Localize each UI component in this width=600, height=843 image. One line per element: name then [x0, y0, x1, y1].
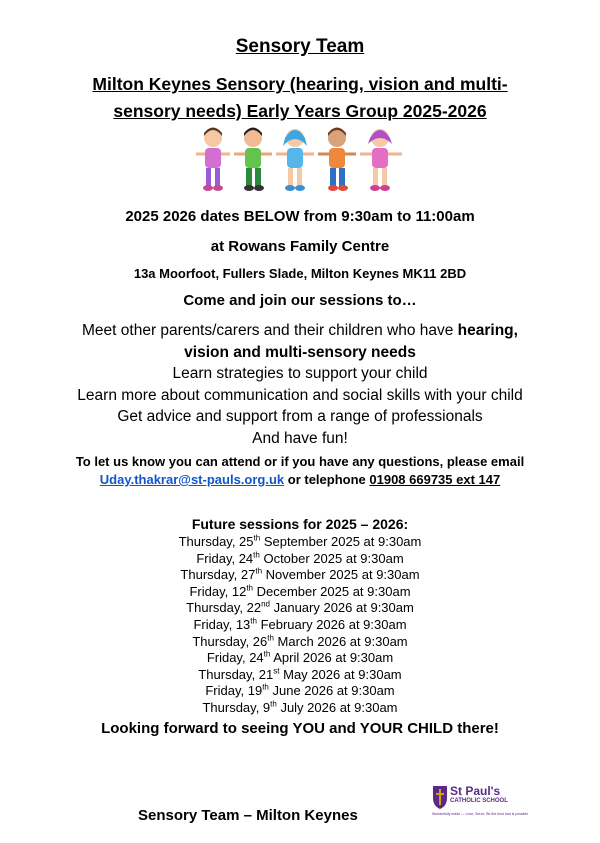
session-item: Thursday, 21st May 2026 at 9:30am: [198, 666, 402, 682]
subtitle-line-1: Milton Keynes Sensory (hearing, vision and multi-: [92, 74, 508, 94]
venue-line: at Rowans Family Centre: [210, 238, 390, 255]
school-logo: [432, 784, 552, 824]
address-line: 13a Moorfoot, Fullers Slade, Milton Keynes MK11 2BD: [133, 266, 467, 281]
benefit-line: And have fun!: [252, 429, 348, 447]
session-item: Thursday, 27th November 2025 at 9:30am: [180, 566, 420, 583]
session-item: Friday, 19th June 2026 at 9:30am: [205, 683, 395, 699]
child-figure: [360, 129, 402, 191]
phone-number: 01908 669735 ext 147: [369, 472, 501, 487]
logo-motto: Wonderfully made — Love, Serve, Be the best that is possible: [432, 812, 529, 816]
benefits-list: [0, 320, 600, 449]
crest-icon: [432, 784, 448, 810]
sessions-heading: Future sessions for 2025 – 2026:: [191, 516, 409, 532]
logo-name: St Paul's: [450, 784, 501, 798]
child-figure: [276, 129, 314, 191]
dates-line: 2025 2026 dates BELOW from 9:30am to 11:00am: [125, 208, 475, 225]
join-line: Come and join our sessions to…: [183, 292, 417, 309]
logo-subtitle: CATHOLIC SCHOOL: [450, 798, 508, 804]
sessions-list: [0, 534, 600, 717]
session-item: Thursday, 22nd January 2026 at 9:30am: [186, 600, 414, 616]
session-item: Thursday, 9th July 2026 at 9:30am: [202, 699, 398, 715]
child-figure: [318, 128, 356, 192]
benefit-line: Get advice and support from a range of professionals: [117, 408, 483, 425]
footer-team: Sensory Team – Milton Keynes: [138, 807, 358, 824]
benefit-line: Meet other parents/carers and their children who have hearing,: [82, 322, 518, 339]
session-item: Friday, 13th February 2026 at 9:30am: [193, 616, 407, 632]
closing-line: Looking forward to seeing YOU and YOUR CHILD there!: [101, 720, 499, 737]
child-figure: [196, 128, 230, 192]
email-link[interactable]: Uday.thakrar@st-pauls.org.uk: [99, 472, 285, 487]
contact-line-1: To let us know you can attend or if you have any questions, please email: [75, 454, 525, 469]
session-item: Thursday, 25th September 2025 at 9:30am: [178, 533, 422, 549]
page-subtitle: [0, 71, 600, 125]
benefit-line: Learn strategies to support your child: [172, 365, 428, 382]
contact-line-2: Uday.thakrar@st-pauls.org.uk or telephone 01908 669735 ext 147: [99, 472, 501, 487]
contact-info: [0, 453, 600, 489]
session-item: Friday, 12th December 2025 at 9:30am: [189, 583, 411, 599]
subtitle-line-2: sensory needs) Early Years Group 2025-2026: [113, 101, 487, 121]
benefit-line: vision and multi-sensory needs: [184, 343, 416, 361]
benefit-line: Learn more about communication and social skills with your child: [77, 386, 523, 404]
child-figure: [234, 128, 272, 192]
session-item: Friday, 24th October 2025 at 9:30am: [196, 550, 404, 566]
session-item: Thursday, 26th March 2026 at 9:30am: [192, 633, 408, 649]
page-title: Sensory Team: [235, 36, 365, 57]
session-item: Friday, 24th April 2026 at 9:30am: [206, 649, 394, 666]
children-illustration: [190, 124, 412, 196]
